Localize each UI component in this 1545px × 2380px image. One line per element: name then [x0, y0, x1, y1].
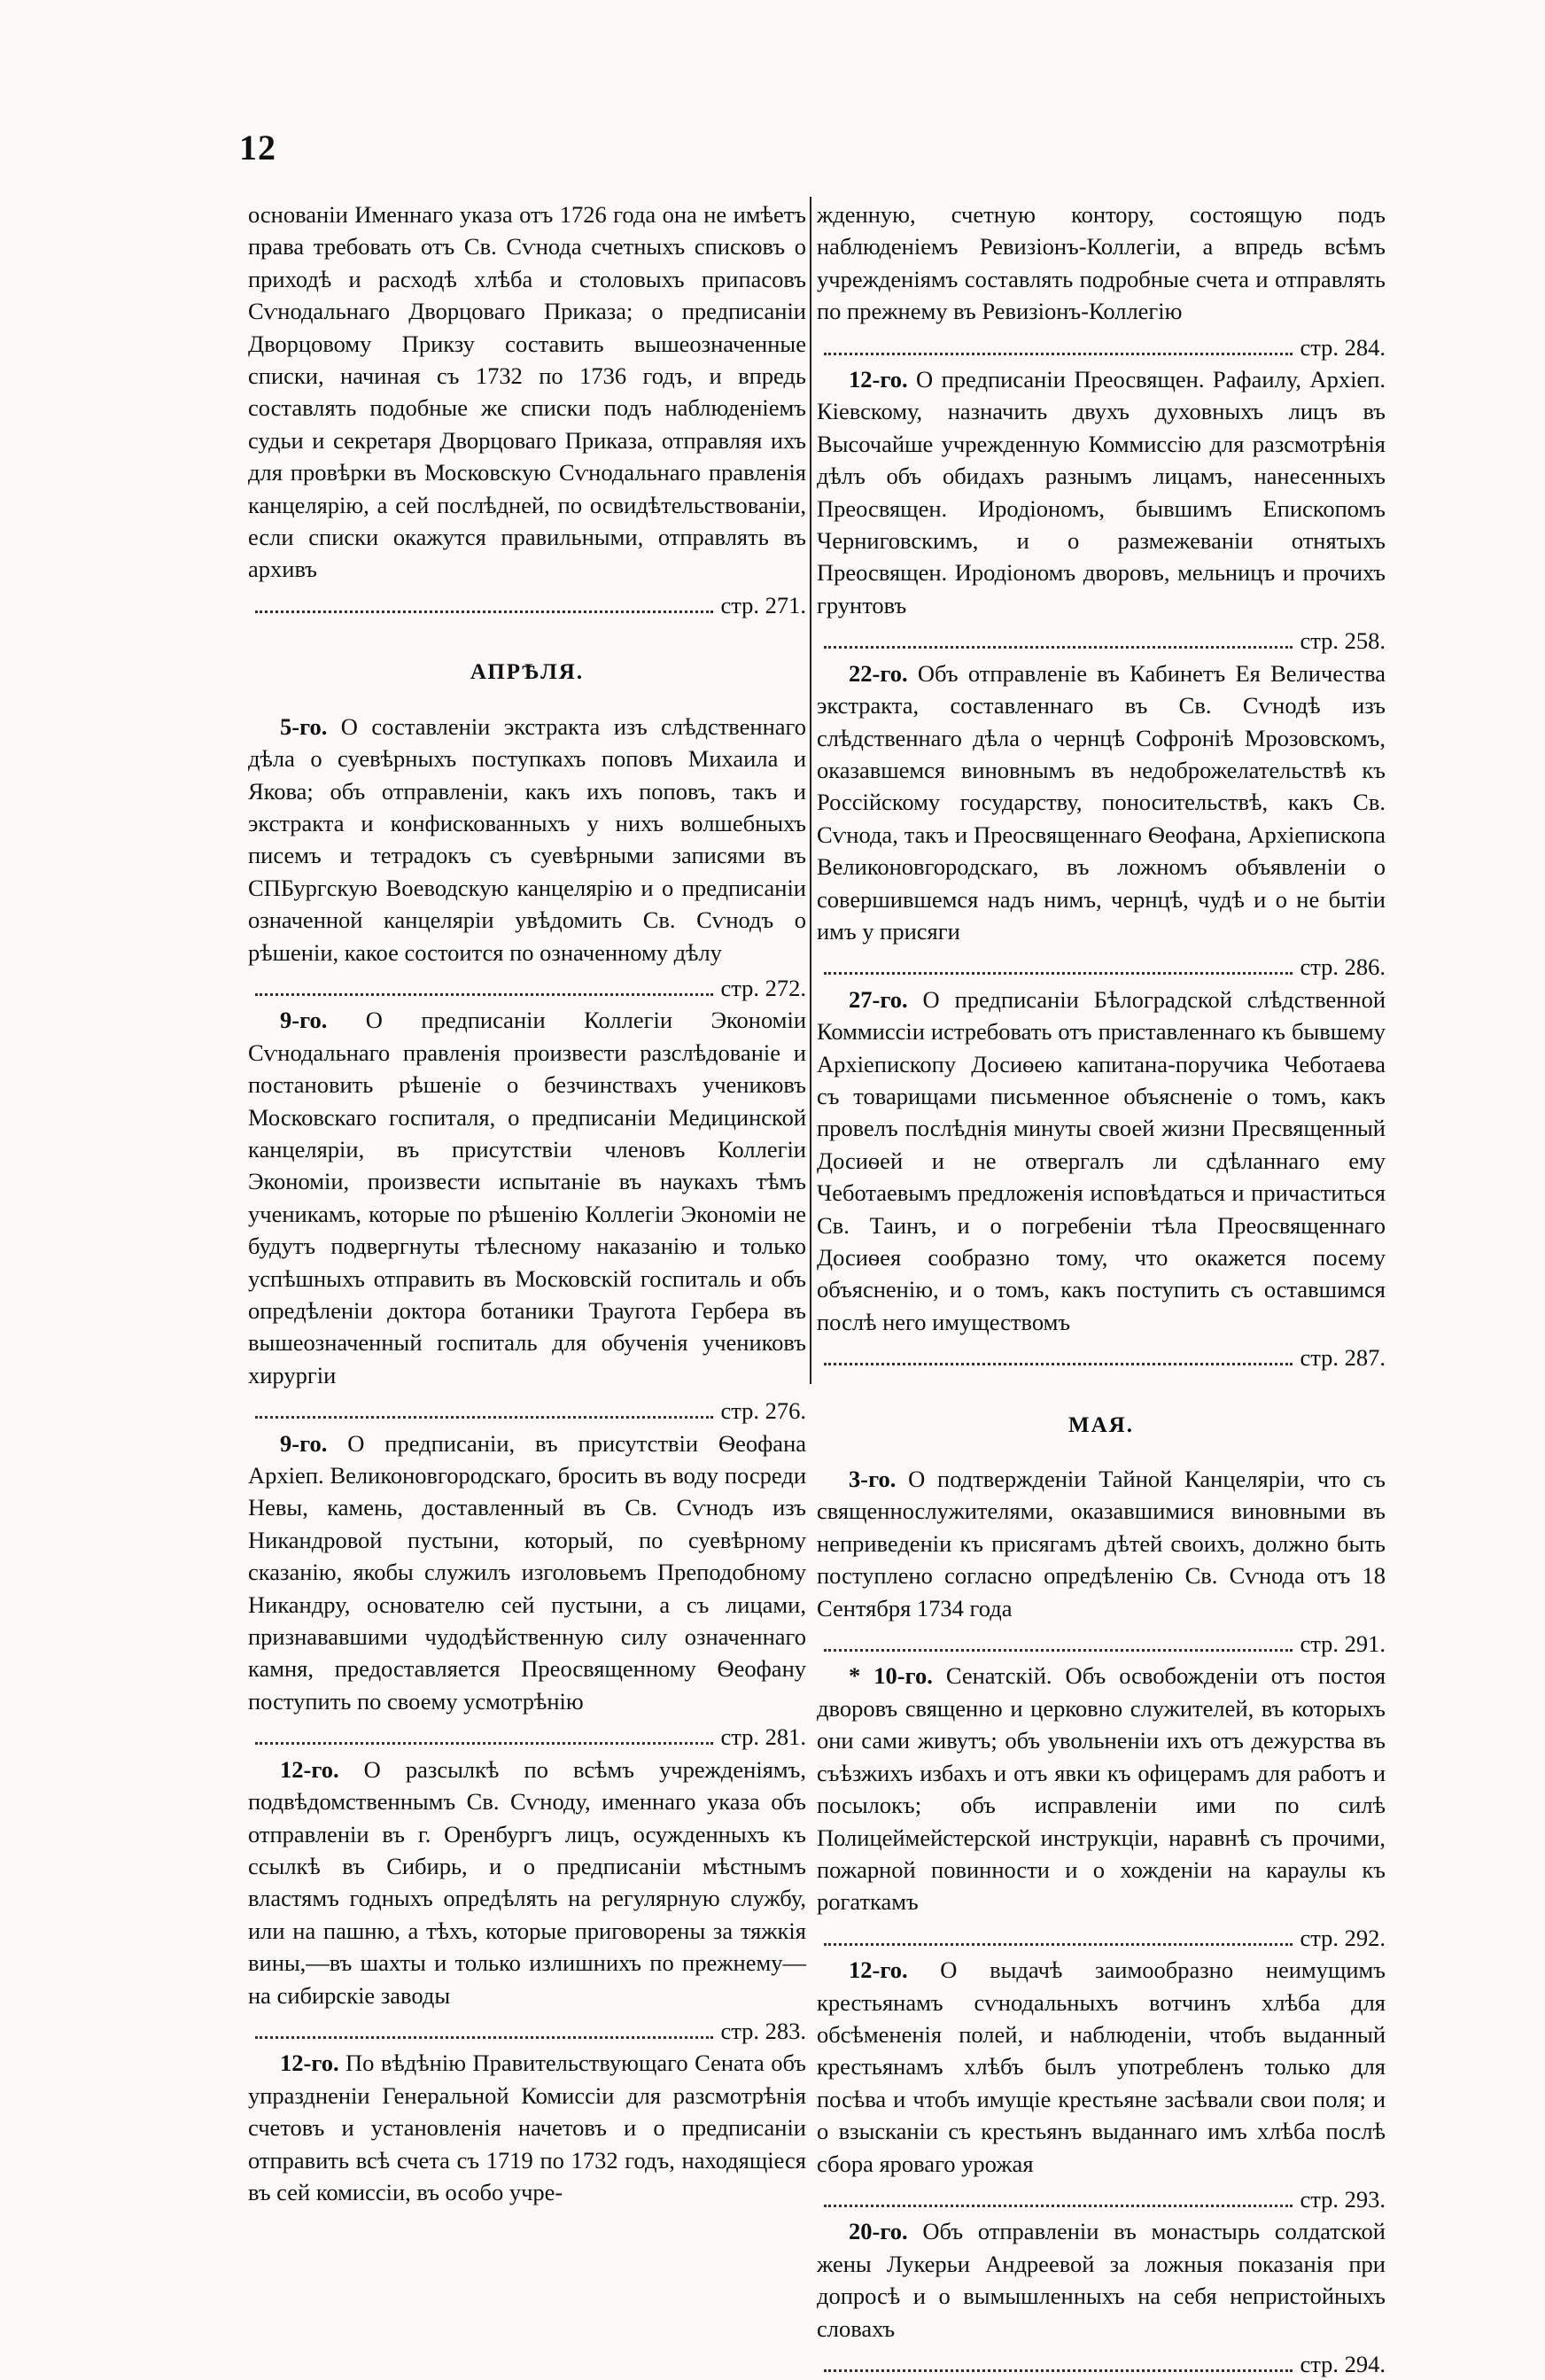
- page-reference: стр. 276.: [720, 1397, 806, 1425]
- page-reference-line: [248, 972, 806, 1004]
- page-reference: стр. 271.: [720, 591, 806, 618]
- column-divider: [810, 197, 811, 1384]
- list-item: 12-го. О выдачѣ заимообразно неимущимъ крестьянамъ сѵнодальныхъ вотчинъ хлѣба для обсѣмененія полей, и наблюденіи, чтобъ выданный крестьянамъ хлѣбъ былъ употребленъ только для посѣва и чтобъ имущіе крестьяне засѣвали свои поля; и о взысканіи съ крестьянъ выданнаго имъ хлѣба послѣ сбора яроваго урожая: [817, 1956, 1386, 2177]
- page-reference: стр. 287.: [1300, 1344, 1386, 1372]
- list-item: 3-го. О подтвержденіи Тайной Канцеляріи, что съ священнослужителями, оказавшимися виновными въ неприведеніи къ присягамъ дѣтей своихъ, должно быть поступлено согласно опредѣленію Св. Сѵнода отъ 18 Сентября 1734 года: [817, 1466, 1386, 1622]
- entry-date: 12-го.: [280, 2049, 339, 2077]
- page-reference-line: [817, 1628, 1386, 1660]
- page-reference: стр. 281.: [720, 1723, 806, 1751]
- list-item: 12-го. По вѣдѣнію Правительствующаго Сената объ упраздненіи Генеральной Комиссіи для разсмотрѣнія счетовъ и установленія начетовъ и о предписаніи отправить всѣ счета съ 1719 по 1732 годъ, находящіеся въ сей комиссіи, въ особо учре-: [248, 2049, 806, 2205]
- list-item: 9-го. О предписаніи Коллегіи Экономіи Сѵнодальнаго правленія произвести разслѣдованіе и постановить рѣшеніе о безчинствахъ учениковъ Московскаго госпиталя, о предписаніи Медицинской канцеляріи, въ присутствіи членовъ Коллегіи Экономіи, произвести испытаніе въ наукахъ тѣмъ ученикамъ, которые по рѣшенію Коллегіи Экономіи не будутъ подвергнуты тѣлесному наказанію и только успѣшныхъ отправить въ Московскій госпиталь и объ опредѣленіи доктора ботаники Траугота Гербера въ вышеозначенный госпиталь для обученія учениковъ хирургіи: [248, 1007, 806, 1388]
- page-reference: стр. 286.: [1300, 953, 1386, 981]
- list-item: 12-го. О разсылкѣ по всѣмъ учрежденіямъ, подвѣдомственнымъ Св. Сѵноду, именнаго указа объ отправленіи въ г. Оренбургъ лицъ, осужденныхъ къ ссылкѣ въ Сибирь, и о предписаніи мѣстнымъ властямъ годныхъ опредѣлять на регулярную службу, или на пашню, а тѣхъ, которые приговорены за тяжкія вины,—въ шахты и только излишнихъ по прежнему—на сибирскіе заводы: [248, 1755, 807, 2009]
- section-heading-april: АПРѢЛЯ.: [470, 660, 585, 685]
- page-reference: стр. 294.: [1300, 2351, 1386, 2377]
- page-reference: стр. 272.: [720, 974, 806, 1001]
- page-reference-line: [817, 951, 1386, 983]
- page-reference: стр. 258.: [1300, 627, 1386, 655]
- list-item: 12-го. О предписаніи Преосвящен. Рафаилу, Архіеп. Кіевскому, назначить двухъ духовныхъ лицъ въ Высочайше учрежденную Коммиссію для разсмотрѣнія дѣлъ объ обидахъ разнымъ лицамъ, нанесенныхъ Преосвящен. Иродіономъ, бывшимъ Епископомъ Черниговскимъ, и о размежеваніи отнятыхъ Преосвящен. Иродіономъ дворовъ, мельницъ и прочихъ грунтовъ: [817, 366, 1386, 618]
- page-reference: стр. 293.: [1300, 2185, 1386, 2213]
- list-item: 22-го. Объ отправленіе въ Кабинетъ Ея Величества экстракта, составленнаго въ Св. Сѵнодѣ изъ слѣдственнаго дѣла о чернцѣ Софроніѣ Мрозовскомъ, оказавшемся виновнымъ въ недоброжелательствѣ къ Россійскому государству, поносительствѣ, какъ Св. Сѵнода, такъ и Преосвященнаго Ѳеофана, Архіепископа Великоновгородскаго, въ ложномъ объявленіи о совершившемся надъ нимъ, чернцѣ, чудѣ и о не бытіи имъ у присяги: [817, 659, 1386, 945]
- entry-date: 12-го.: [280, 1755, 339, 1783]
- page-reference-line: [817, 1922, 1386, 1954]
- page-number: 12: [239, 128, 276, 167]
- list-item: * 10-го. Сенатскій. Объ освобожденіи отъ постоя дворовъ священно и церковно служителей, въ которыхъ они сами живутъ; объ увольненіи ихъ отъ дежурства въ съѣзжихъ избахъ и отъ явки къ офицерамъ для работъ и посылокъ; объ исправленіи ими по силѣ Полицеймейстерской инструкціи, наравнѣ съ прочими, пожарной повинности и о хожденіи на караулы къ рогаткамъ: [817, 1662, 1386, 1916]
- section-heading-may: МАЯ.: [1068, 1412, 1134, 1437]
- entry-date: 20-го.: [849, 2218, 908, 2245]
- right-column: [817, 198, 1386, 2380]
- entry-date: 5-го.: [280, 712, 328, 740]
- entry-date: 3-го.: [849, 1466, 897, 1493]
- entry-date: 12-го.: [849, 1956, 908, 1984]
- list-item: 5-го. О составленіи экстракта изъ слѣдственнаго дѣла о суевѣрныхъ поступкахъ поповъ Михаила и Якова; объ отправленіи, какъ ихъ поповъ, такъ и экстракта и конфискованныхъ у нихъ волшебныхъ писемъ и тетрадокъ съ суевѣрными записями въ СПБургскую Воеводскую канцелярію и о предписаніи означенной канцеляріи увѣдомить Св. Сѵнодъ о рѣшеніи, какое состоится по означенному дѣлу: [248, 712, 807, 966]
- page-reference-line: [817, 2183, 1386, 2215]
- list-item: 27-го. О предписаніи Бѣлоградской слѣдственной Коммиссіи истребовать отъ приставленнаго къ бывшему Архіепископу Досиѳею капитана-поручика Чеботаева съ товарищами письменное объясненіе о томъ, какъ провелъ послѣднія минуты своей жизни Пресвященный Досиѳей и не отвергалъ ли сдѣланнаго ему Чеботаевымъ предложенія исповѣдаться и причаститься Св. Таинъ, и о погребеніи тѣла Преосвященнаго Досиѳея сообразно тому, что окажется посему объясненію, и о томъ, какъ поступить съ оставшимся послѣ него имуществомъ: [817, 985, 1386, 1335]
- entry-date: * 10-го.: [849, 1662, 933, 1690]
- entry-date: 12-го.: [849, 366, 908, 393]
- list-item: 9-го. О предписаніи, въ присутствіи Ѳеофана Архіеп. Великоновгородскаго, бросить въ воду посреди Невы, камень, доставленный въ Св. Сѵнодъ изъ Никандровой пустыни, который, по суевѣрному сказанію, якобы служилъ изголовьемъ Преподобному Никандру, основателю сей пустыни, а съ лицами, признававшими чудодѣйственную силу означеннаго камня, предоставляется Преосвященному Ѳеофану поступить по своему усмотрѣнію: [248, 1429, 807, 1715]
- list-item: 20-го. Объ отправленіи въ монастырь солдатской жены Лукерьи Андреевой за ложныя показанія при допросѣ и о вымышленныхъ на себя непристойныхъ словахъ: [817, 2218, 1386, 2342]
- page-reference-line: [248, 1721, 806, 1753]
- entry-date: 22-го.: [849, 659, 908, 687]
- page-reference: стр. 292.: [1300, 1924, 1386, 1951]
- list-item: основаніи Именнаго указа отъ 1726 года она не имѣетъ права требовать отъ Св. Сѵнода счетныхъ списковъ о приходѣ и расходѣ хлѣба и столовыхъ припасовъ Сѵнодальнаго Дворцоваго Приказа; о предписаніи Дворцовому Прикзу составить вышеозначенные списки, начиная съ 1732 по 1736 годъ, и впредь составлять подобные же списки подъ наблюденіемъ судьи и секретаря Дворцоваго Приказа, отправляя ихъ для провѣрки въ Московскую Сѵнодальнаго правленія канцелярію, а сей послѣдней, по освидѣтельствованіи, если списки окажутся правильными, отправлять въ архивъ: [248, 201, 806, 583]
- entry-date: 9-го.: [280, 1429, 328, 1457]
- list-item: жденную, счетную контору, состоящую подъ наблюденіемъ Ревизіонъ-Коллегіи, а впредь всѣмъ учрежденіямъ составлять подробные счета и отправлять по прежнему въ Ревизіонъ-Коллегію: [817, 201, 1386, 325]
- page-reference-line: [817, 1342, 1386, 1373]
- entry-date: 9-го.: [280, 1007, 328, 1034]
- page-reference-line: [248, 1395, 806, 1427]
- page-reference-line: [817, 625, 1386, 657]
- left-column: [248, 198, 806, 2212]
- page-reference: стр. 284.: [1300, 333, 1386, 361]
- page-reference-line: [248, 2015, 806, 2047]
- page-reference-line: [817, 331, 1386, 363]
- page-reference-line: [248, 589, 806, 621]
- page-reference: стр. 283.: [720, 2017, 806, 2044]
- entry-date: 27-го.: [849, 985, 908, 1013]
- page-reference: стр. 291.: [1300, 1630, 1386, 1658]
- page-reference-line: [817, 2348, 1386, 2380]
